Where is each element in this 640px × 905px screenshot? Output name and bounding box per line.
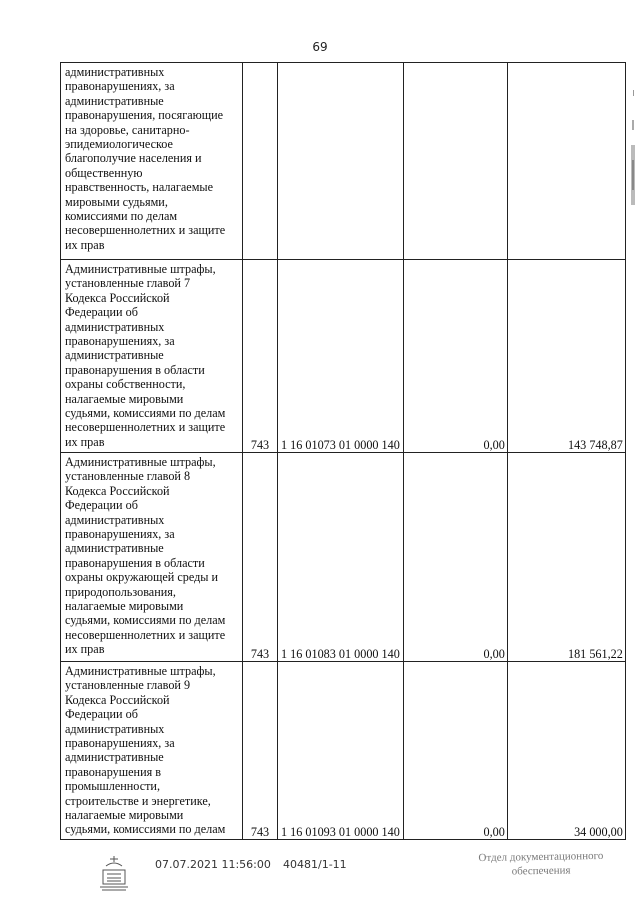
description-line: общественную: [65, 165, 143, 180]
admin-code-cell: [243, 63, 278, 260]
row-description: [61, 662, 243, 840]
description-line: правонарушения в области: [65, 362, 205, 377]
description-line: административных: [65, 721, 165, 736]
budget-code-cell: 1 16 01093 01 0000 140: [278, 662, 404, 840]
description-line: административные: [65, 93, 164, 108]
description-line: налагаемые мировыми: [65, 808, 184, 823]
actual-value-cell: 34 000,00: [507, 662, 625, 840]
actual-value-cell: [507, 63, 625, 260]
description-line: комиссиями по делам: [65, 209, 178, 224]
stamp-line: Отдел документационного: [478, 849, 604, 865]
description-line: их прав: [65, 237, 105, 252]
description-line: правонарушения, посягающие: [65, 108, 224, 123]
admin-code-cell: 743: [243, 662, 278, 840]
actual-value-cell: 181 561,22: [507, 453, 625, 662]
table-row: [61, 453, 626, 662]
plan-value-cell: 0,00: [403, 453, 507, 662]
stamp-line: обеспечения: [511, 864, 571, 878]
description-line: на здоровье, санитарно-: [65, 122, 190, 137]
description-line: административные: [65, 750, 164, 765]
budget-code-cell: 1 16 01073 01 0000 140: [278, 260, 404, 453]
description-line: налагаемые мировыми: [65, 599, 184, 614]
description-line: Кодекса Российской: [65, 692, 170, 707]
description-line: правонарушениях, за: [65, 527, 175, 542]
budget-code-cell: 1 16 01083 01 0000 140: [278, 453, 404, 662]
budget-code-cell: [278, 63, 404, 260]
footer-document-number: 40481/1-11: [283, 858, 347, 871]
description-line: судьями, комиссиями по делам: [65, 406, 226, 421]
emblem-icon: [96, 854, 132, 894]
row-description: [61, 453, 243, 662]
page-number: 69: [312, 40, 328, 54]
description-line: правонарушениях, за: [65, 334, 175, 349]
description-line: эпидемиологическое: [65, 137, 173, 152]
description-line: Федерации об: [65, 707, 138, 722]
description-line: Кодекса Российской: [65, 483, 170, 498]
description-line: промышленности,: [65, 779, 161, 794]
description-line: правонарушения в области: [65, 555, 205, 570]
description-line: административные: [65, 541, 164, 556]
description-line: правонарушениях, за: [65, 79, 175, 94]
table-row: [61, 63, 626, 260]
description-line: мировыми судьями,: [65, 194, 168, 209]
description-line: правонарушениях, за: [65, 736, 175, 751]
description-line: Административные штрафы,: [65, 262, 216, 276]
plan-value-cell: 0,00: [403, 260, 507, 453]
department-stamp: [456, 849, 626, 880]
description-line: установленные главой 7: [65, 276, 191, 291]
description-line: установленные главой 8: [65, 469, 191, 484]
page-footer: [0, 850, 640, 900]
description-line: Федерации об: [65, 498, 138, 513]
admin-code-cell: 743: [243, 260, 278, 453]
description-line: несовершеннолетних и защите: [65, 627, 226, 642]
row-description: [61, 63, 243, 260]
description-line: охраны окружающей среды и: [65, 570, 219, 585]
plan-value-cell: 0,00: [403, 662, 507, 840]
description-line: Административные штрафы,: [65, 455, 216, 469]
description-line: налагаемые мировыми: [65, 391, 184, 406]
description-line: Федерации об: [65, 305, 138, 320]
revenue-table: [60, 62, 626, 840]
table-row: [61, 260, 626, 453]
footer-timestamp: 07.07.2021 11:56:00: [155, 858, 271, 871]
row-description: [61, 260, 243, 453]
description-line: Административные штрафы,: [65, 664, 216, 678]
description-line: природопользования,: [65, 584, 176, 599]
description-line: административных: [65, 512, 165, 527]
description-line: Кодекса Российской: [65, 290, 170, 305]
description-line: благополучие населения и: [65, 151, 202, 166]
description-line: судьями, комиссиями по делам: [65, 822, 226, 837]
description-line: охраны собственности,: [65, 377, 186, 392]
plan-value-cell: [403, 63, 507, 260]
table-row: [61, 662, 626, 840]
description-line: административных: [65, 319, 165, 334]
description-line: нравственность, налагаемые: [65, 180, 214, 195]
description-line: административных: [65, 65, 165, 79]
description-line: судьями, комиссиями по делам: [65, 613, 226, 628]
description-line: их прав: [65, 642, 105, 657]
description-line: правонарушения в: [65, 764, 161, 779]
description-line: административные: [65, 348, 164, 363]
description-line: установленные главой 9: [65, 678, 191, 693]
description-line: несовершеннолетних и защите: [65, 223, 226, 238]
admin-code-cell: 743: [243, 453, 278, 662]
actual-value-cell: 143 748,87: [507, 260, 625, 453]
description-line: строительстве и энергетике,: [65, 793, 211, 808]
description-line: их прав: [65, 434, 105, 449]
scan-edge-marks: [628, 90, 638, 220]
description-line: несовершеннолетних и защите: [65, 420, 226, 435]
revenue-table-body: [61, 63, 626, 840]
